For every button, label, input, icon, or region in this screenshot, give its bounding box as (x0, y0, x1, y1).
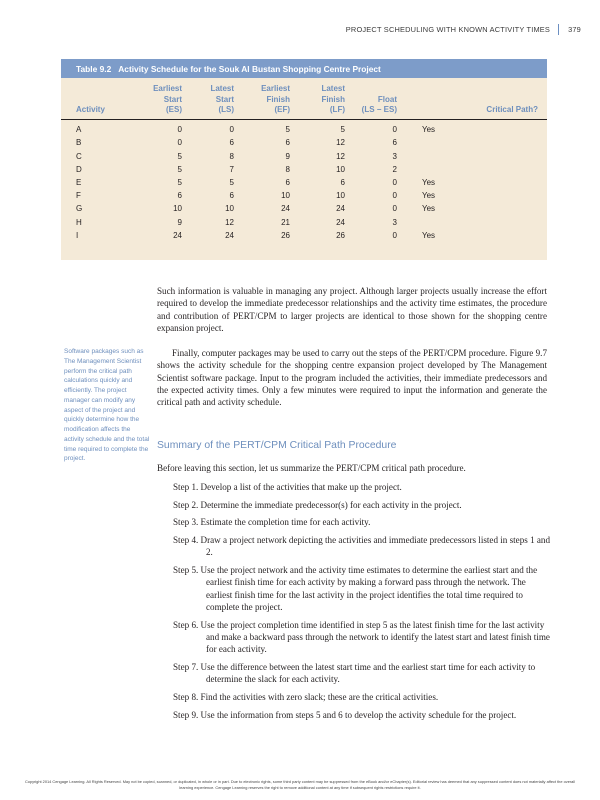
cell-ef: 5 (285, 125, 290, 135)
cell-critical: Yes (422, 125, 436, 135)
step-item: Step 5. Use the project network and the activity time estimates to determine the earliest start and the earliest finish time for each activity by making a forward pass through the network. The earliest finish time for the last activity in the project identifies the total time required to complete the project. (173, 565, 538, 612)
body-paragraph-2: Finally, computer packages may be used to carry out the steps of the PERT/CPM procedure. Figure 9.7 shows the activity schedule for the shopping centre expansion project developed by The Management Scientist software package. Input to the program included the activities, their immediate predecessors and the expected activity times. Only a few minutes were required to input the information and generate the critical path and activity schedule. (157, 348, 547, 408)
page-number: 379 (568, 25, 581, 34)
step-item: Step 3. Estimate the completion time for each activity. (173, 517, 371, 528)
step-item: Step 1. Develop a list of the activities that make up the project. (173, 482, 402, 492)
table-row (61, 120, 547, 137)
cell-activity: H (76, 217, 82, 227)
cell-ls: 5 (229, 177, 234, 187)
running-title: PROJECT SCHEDULING WITH KNOWN ACTIVITY TIMES (345, 25, 551, 34)
cell-es: 5 (177, 177, 182, 187)
cell-critical (397, 150, 547, 163)
cell-ls: 6 (229, 138, 234, 148)
cell-es: 6 (177, 191, 182, 201)
cell-critical: Yes (422, 204, 436, 214)
body-paragraph-1: Such information is valuable in managing any project. Although larger projects usually increase the effort required to develop the immediate predecessor relationships and the activity time estimates, the procedure and contribution of PERT/CPM to larger projects are identical to those shown for the shopping centre expansion project. (157, 286, 547, 333)
cell-ef: 24 (281, 204, 290, 214)
table-header-row (61, 84, 547, 120)
cell-ef: 6 (285, 177, 290, 187)
cell-float: 2 (392, 164, 397, 174)
header-earliest-finish: Earliest Finish (EF) (261, 84, 290, 115)
step-item: Step 8. Find the activities with zero slack; these are the critical activities. (173, 691, 439, 702)
cell-critical: Yes (422, 230, 436, 240)
step-item: Step 4. Draw a project network depicting the activities and immediate predecessors listed in steps 1 and 2. (173, 535, 551, 558)
cell-lf: 24 (336, 204, 345, 214)
cell-lf: 6 (340, 177, 345, 187)
step-item: Step 2. Determine the immediate predecessor(s) for each activity in the project. (173, 499, 462, 510)
step-item: Step 6. Use the project completion time identified in step 5 as the latest finish time for the last activity and make a backward pass through the network to identify the latest start and latest finish time for each activity. (173, 619, 550, 655)
table-row (61, 216, 547, 229)
header-divider (558, 24, 559, 35)
table-row (61, 176, 547, 189)
cell-ls: 6 (229, 191, 234, 201)
cell-critical (397, 136, 547, 149)
table-row (61, 163, 547, 176)
table-row (61, 150, 547, 163)
activity-schedule-table-box (61, 59, 547, 260)
table-row (61, 229, 547, 242)
cell-lf: 12 (336, 138, 345, 148)
cell-float: 0 (392, 191, 397, 201)
cell-ls: 7 (229, 164, 234, 174)
cell-float: 6 (392, 138, 397, 148)
cell-activity: C (76, 151, 82, 161)
cell-float: 3 (392, 217, 397, 227)
cell-activity: A (76, 125, 82, 135)
cell-es: 0 (177, 138, 182, 148)
cell-lf: 10 (336, 164, 345, 174)
cell-ef: 9 (285, 151, 290, 161)
cell-critical: Yes (422, 177, 436, 187)
cell-float: 0 (392, 177, 397, 187)
cell-ls: 10 (225, 204, 234, 214)
cell-ls: 24 (225, 230, 234, 240)
step-item: Step 9. Use the information from steps 5 and 6 to develop the activity schedule for the project. (173, 709, 517, 720)
cell-float: 3 (392, 151, 397, 161)
table-title: Activity Schedule for the Souk Al Bustan Shopping Centre Project (118, 63, 381, 74)
body-paragraph-3: Before leaving this section, let us summarize the PERT/CPM critical path procedure. (157, 463, 466, 473)
cell-ls: 12 (225, 217, 234, 227)
cell-ef: 10 (281, 191, 290, 201)
cell-lf: 12 (336, 151, 345, 161)
cell-lf: 5 (340, 125, 345, 135)
header-latest-finish: Latest Finish (LF) (321, 84, 345, 115)
cell-ls: 0 (229, 125, 234, 135)
cell-activity: E (76, 177, 82, 187)
cell-es: 5 (177, 164, 182, 174)
cell-critical (397, 216, 547, 229)
cell-es: 0 (177, 125, 182, 135)
cell-es: 9 (177, 217, 182, 227)
cell-ef: 26 (281, 230, 290, 240)
cell-ls: 8 (229, 151, 234, 161)
procedure-steps-list (173, 481, 551, 726)
section-heading: Summary of the PERT/CPM Critical Path Procedure (157, 440, 397, 451)
step-item: Step 7. Use the difference between the latest start time and the earliest start time for each activity to determine the slack for each activity. (173, 661, 536, 685)
table-number: Table 9.2 (76, 63, 112, 74)
cell-ef: 6 (285, 138, 290, 148)
header-float: Float (LS − ES) (361, 94, 397, 115)
cell-es: 10 (173, 204, 182, 214)
activity-schedule-table (61, 84, 547, 242)
cell-lf: 24 (336, 217, 345, 227)
margin-note: Software packages such as The Management Scientist perform the critical path calculations quickly and efficiently. The project manager can modify any aspect of the project and quickly determine how the modification affects the activity schedule and the total time required to complete the project. (64, 348, 150, 463)
header-latest-start: Latest Start (LS) (210, 84, 234, 115)
cell-activity: B (76, 138, 82, 148)
cell-es: 5 (177, 151, 182, 161)
cell-float: 0 (392, 230, 397, 240)
cell-lf: 26 (336, 230, 345, 240)
cell-activity: D (76, 164, 82, 174)
copyright-footer: Copyright 2014 Cengage Learning. All Rights Reserved. May not be copied, scanned, or duplicated, in whole or in part. Due to electronic rights, some third party content may be suppressed from the eBook and/or eChapter(s). Editorial review has deemed that any suppressed content does not materially affect the overall learning experience. Cengage Learning reserves the right to remove additional content at any time if subsequent rights restrictions require it. (24, 779, 576, 790)
cell-ef: 21 (281, 217, 290, 227)
cell-activity: G (76, 204, 83, 214)
table-title-bar (61, 59, 547, 78)
running-header (346, 24, 581, 35)
table-row (61, 189, 547, 202)
header-activity: Activity (76, 105, 105, 115)
cell-critical: Yes (422, 191, 436, 201)
cell-lf: 10 (336, 191, 345, 201)
cell-float: 0 (392, 204, 397, 214)
table-row (61, 136, 547, 149)
cell-activity: F (76, 191, 81, 201)
cell-ef: 8 (285, 164, 290, 174)
cell-activity: I (76, 230, 79, 240)
cell-critical (397, 163, 547, 176)
header-critical-path: Critical Path? (486, 105, 538, 115)
table-row (61, 202, 547, 215)
cell-float: 0 (392, 125, 397, 135)
cell-es: 24 (173, 230, 182, 240)
header-earliest-start: Earliest Start (ES) (153, 84, 182, 115)
